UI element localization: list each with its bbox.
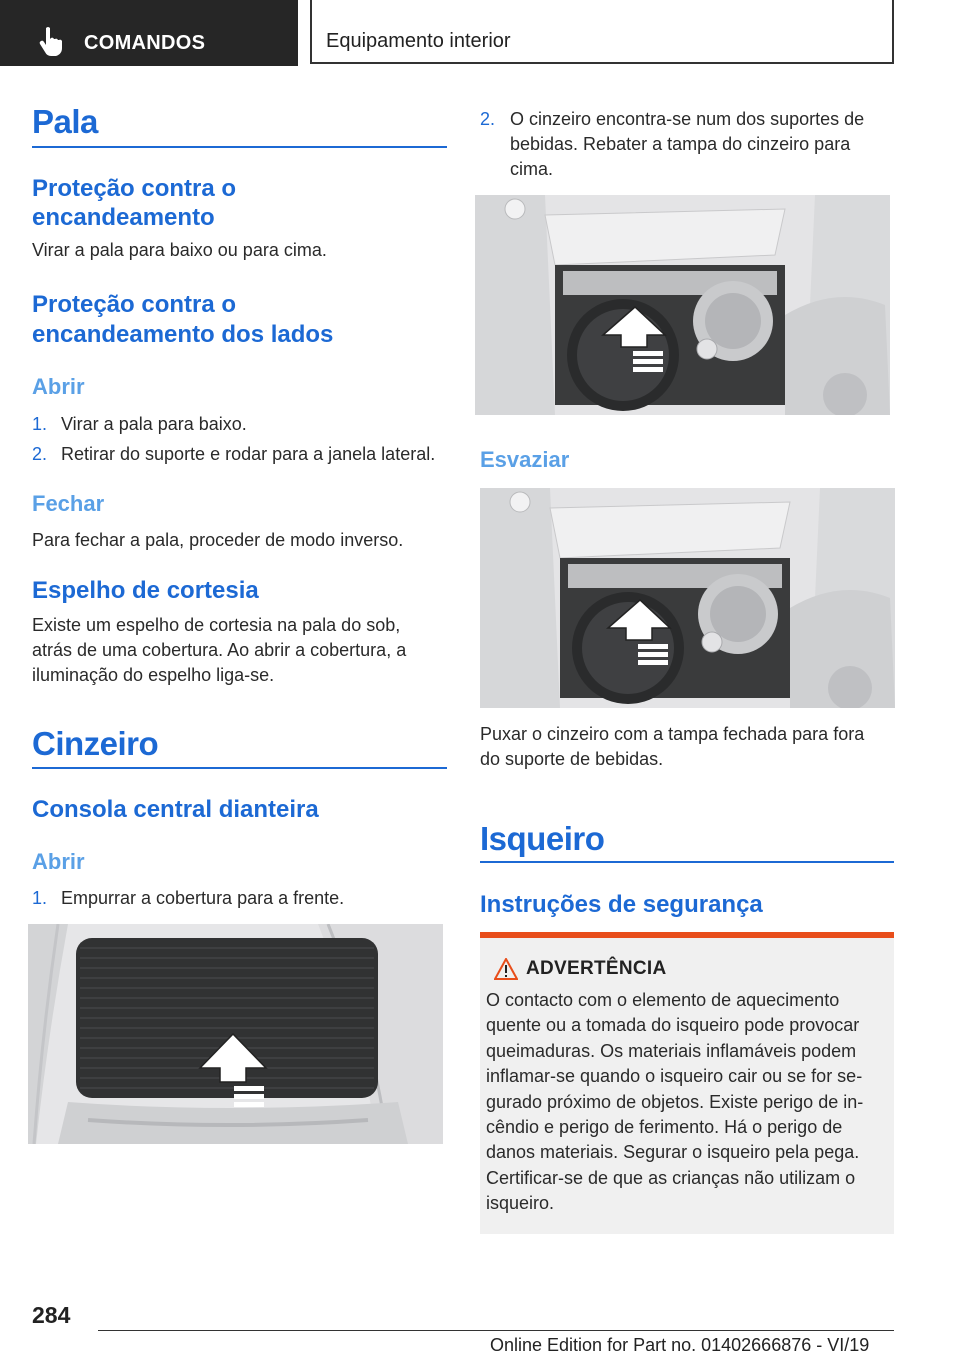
subheading-protecao-lados-l2: encandeamento dos lados xyxy=(32,321,334,348)
section-label: COMANDOS xyxy=(84,32,206,54)
step-number: 1. xyxy=(32,888,48,908)
chapter-label: Equipamento interior xyxy=(326,30,511,52)
ashtray-lid-open-image xyxy=(475,195,890,415)
console-cover-closed-image xyxy=(28,924,443,1144)
warning-triangle-icon xyxy=(494,958,518,980)
subheading-abrir: Abrir xyxy=(32,849,85,874)
step-text: Retirar do suporte e rodar para a janela lateral. xyxy=(61,444,436,464)
footer-rule xyxy=(98,1330,894,1331)
warning-line: queimaduras. Os materiais inflamáveis podem xyxy=(486,1040,857,1061)
warning-line: quente ou a tomada do isqueiro pode provocar xyxy=(486,1015,860,1036)
subheading-consola: Consola central dianteira xyxy=(32,796,319,823)
subheading-protecao-l2: encandeamento xyxy=(32,204,215,231)
warning-bar xyxy=(480,932,894,938)
ashtray-pull-out-image xyxy=(480,488,895,708)
heading-rule xyxy=(32,146,447,148)
step-number: 2. xyxy=(480,109,496,129)
heading-cinzeiro: Cinzeiro xyxy=(32,725,159,762)
paragraph-line: atrás de uma cobertura. Ao abrir a cobertura, a xyxy=(32,640,407,660)
paragraph-line: do suporte de bebidas. xyxy=(480,749,664,769)
warning-box xyxy=(480,932,894,1234)
paragraph: Para fechar a pala, proceder de modo inverso. xyxy=(32,530,404,550)
paragraph-line: iluminação do espelho liga-se. xyxy=(32,665,275,685)
warning-line: O contacto com o elemento de aquecimento xyxy=(486,990,840,1010)
subheading-espelho: Espelho de cortesia xyxy=(32,577,259,604)
hand-pointer-icon xyxy=(38,26,64,56)
subheading-fechar: Fechar xyxy=(32,491,105,516)
section-tab xyxy=(0,0,298,66)
paragraph: Virar a pala para baixo ou para cima. xyxy=(32,240,327,260)
warning-line: cêndio e perigo de ferimento. Há o perigo de xyxy=(486,1117,843,1138)
heading-pala: Pala xyxy=(32,103,98,140)
paragraph-line: Puxar o cinzeiro com a tampa fechada para fora xyxy=(480,724,865,744)
step-number: 1. xyxy=(32,414,48,434)
paragraph-line: Existe um espelho de cortesia na pala do sob, xyxy=(32,615,401,635)
step-text: Virar a pala para baixo. xyxy=(61,414,247,434)
chapter-box xyxy=(310,0,894,64)
step-text: bebidas. Rebater a tampa do cinzeiro para xyxy=(510,134,851,154)
warning-text xyxy=(486,988,890,1217)
edition-text: Online Edition for Part no. 01402666876 - VI/19 xyxy=(490,1335,870,1355)
step-text: cima. xyxy=(510,159,554,179)
subheading-instrucoes: Instruções de segurança xyxy=(480,891,763,918)
page-header xyxy=(0,0,960,66)
step-text: Empurrar a cobertura para a frente. xyxy=(61,888,345,908)
step-number: 2. xyxy=(32,444,48,464)
warning-title: ADVERTÊNCIA xyxy=(526,958,667,979)
warning-line: gurado próximo de objetos. Existe perigo de in- xyxy=(486,1091,864,1112)
page-number: 284 xyxy=(32,1302,71,1328)
subheading-protecao-l1: Proteção contra o xyxy=(32,175,237,202)
heading-rule xyxy=(32,767,447,769)
warning-line: isqueiro. xyxy=(486,1193,555,1214)
subheading-abrir: Abrir xyxy=(32,374,85,399)
subheading-esvaziar: Esvaziar xyxy=(480,447,570,472)
warning-line: inflamar-se quando o isqueiro cair ou se for se- xyxy=(486,1066,863,1087)
subheading-protecao-lados-l1: Proteção contra o xyxy=(32,291,237,318)
heading-isqueiro: Isqueiro xyxy=(480,820,605,857)
step-text: O cinzeiro encontra-se num dos suportes de xyxy=(510,109,865,129)
warning-line: Certificar-se de que as crianças não utilizam o xyxy=(486,1167,856,1188)
heading-rule xyxy=(480,861,894,863)
warning-line: danos materiais. Segurar o isqueiro pela pega. xyxy=(486,1142,860,1163)
